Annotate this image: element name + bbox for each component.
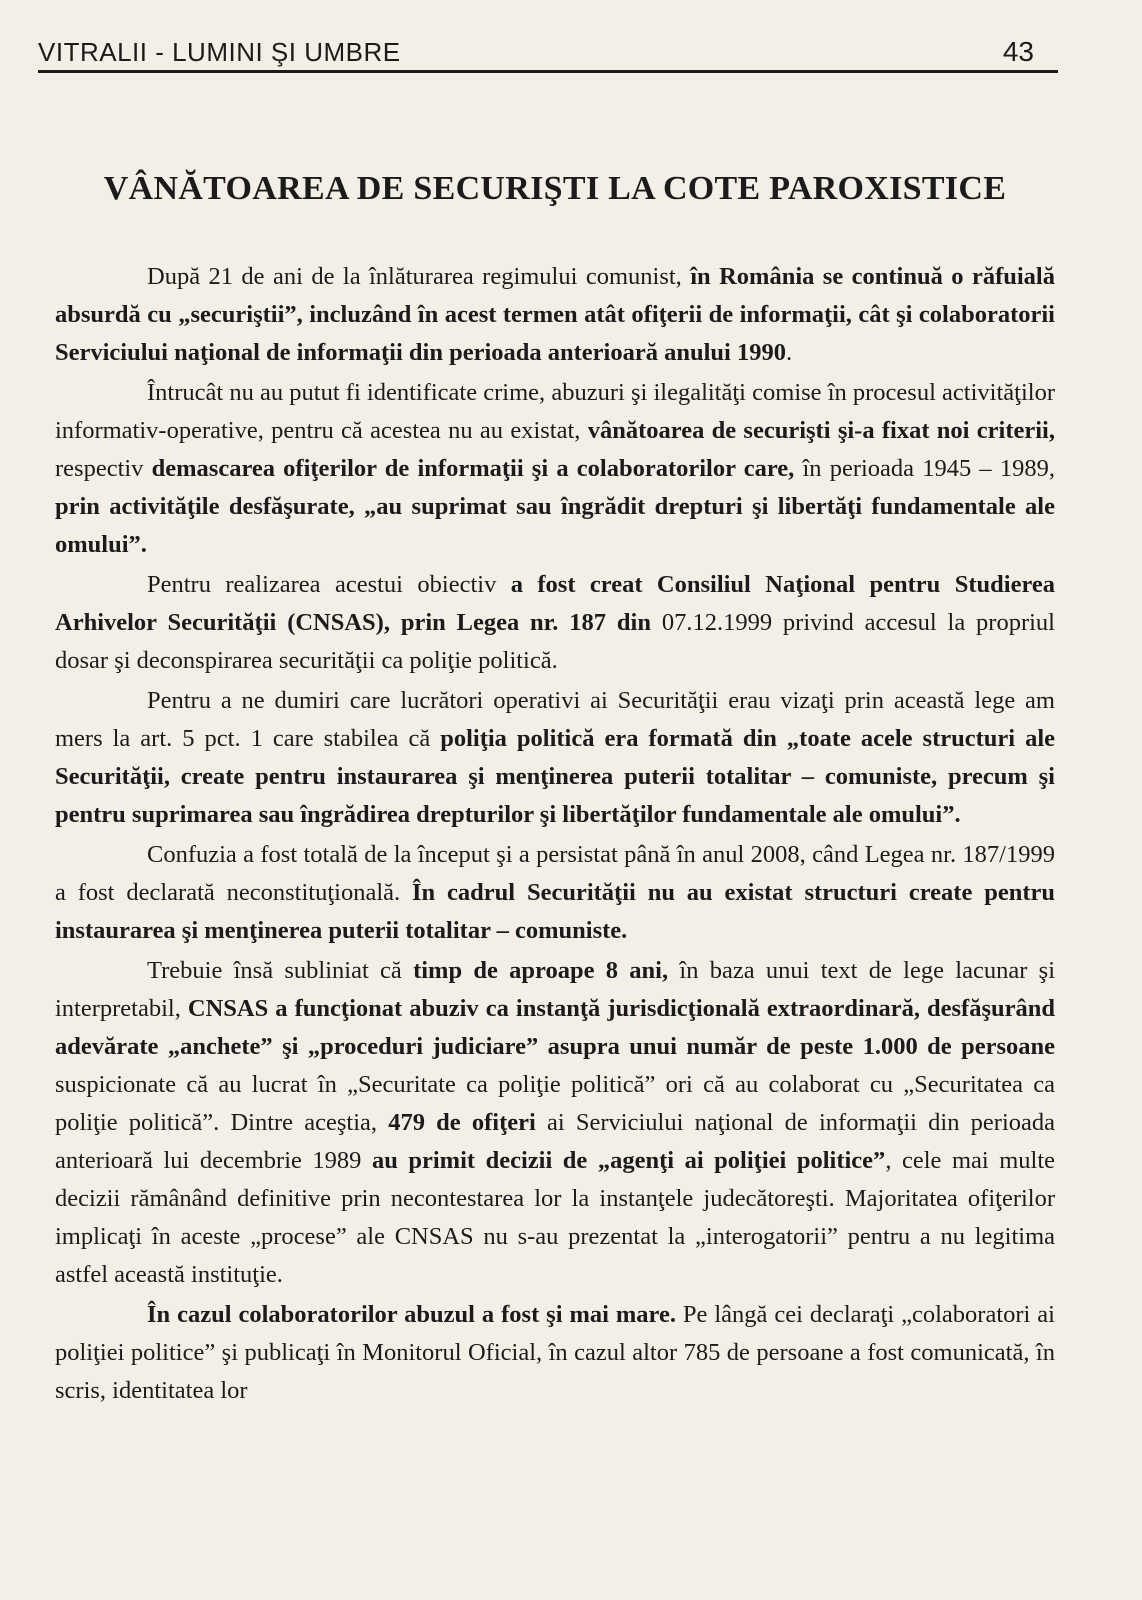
text-run-bold: În cazul colaboratorilor abuzul a fost şi mai mare. — [147, 1301, 676, 1328]
text-run: , cele mai multe decizii rămânând definitive prin necontestarea lor la instanţele judecătoreşti. Majoritatea ofiţerilor implicaţi în aceste „procese” ale CNSAS nu s-au prezentat la „interogatorii” pentru a nu legitima astfel această instituţie. — [55, 1147, 1056, 1288]
text-run: . — [785, 339, 793, 366]
article-body — [55, 258, 1055, 1412]
text-run-bold: 479 de ofiţeri — [388, 1109, 536, 1136]
text-run: Trebuie însă subliniat că — [147, 957, 414, 984]
paragraph — [55, 566, 1055, 680]
text-run: Confuzia a fost totală de la început şi a persistat până în anul 2008, când Legea nr. 187/1999 a fost declarată neconstituţională. — [55, 841, 1055, 906]
text-run: suspicionate că au lucrat în „Securitate ca poliţie politică” ori că au colaborat cu „Securitatea ca poliţie politică”. Dintre aceştia, — [55, 1071, 1055, 1136]
paragraph — [55, 836, 1055, 950]
text-run: 07.12.1999 privind accesul la propriul dosar şi deconspirarea securităţii ca poliţie politică. — [55, 609, 1055, 674]
running-header — [38, 28, 1058, 73]
text-run-bold: au primit decizii de „agenţi ai poliţiei politice” — [371, 1147, 886, 1174]
chapter-title: VÂNĂTOAREA DE SECURIŞTI LA COTE PAROXISTICE — [103, 170, 1007, 207]
text-run: ai Serviciului naţional de informaţii din perioada anterioară lui decembrie 1989 — [55, 1109, 1056, 1174]
paragraph — [55, 374, 1055, 564]
running-header-title: VITRALII - LUMINI ŞI UMBRE — [38, 37, 401, 67]
text-run-bold: a fost creat Consiliul Naţional pentru Studierea Arhivelor Securităţii (CNSAS), prin Legea nr. 187 din — [55, 571, 1055, 636]
paragraph — [55, 258, 1055, 372]
paragraph — [55, 952, 1055, 1294]
text-run-bold: în România se continuă o răfuială absurdă cu „securiştii”, incluzând în acest termen atât ofiţerii de informaţii, cât şi colaboratorii Serviciului naţional de informaţii din perioada anterioară anului 1990 — [55, 263, 1055, 366]
text-run: Pentru realizarea acestui obiectiv — [147, 571, 511, 598]
text-run-bold: prin activităţile desfăşurate, „au suprimat sau îngrădit drepturi şi libertăţi fundamentale ale omului”. — [55, 493, 1055, 558]
text-run-bold: CNSAS a funcţionat abuziv ca instanţă jurisdicţională extraordinară, desfăşurând adevărate „anchete” şi „proceduri judiciare” asupra unui număr de peste 1.000 de persoane — [55, 995, 1055, 1060]
paragraph — [55, 682, 1055, 834]
text-run: După 21 de ani de la înlăturarea regimului comunist, — [147, 263, 691, 290]
text-run: în baza unui text de lege lacunar şi interpretabil, — [55, 957, 1055, 1022]
paragraph — [55, 1296, 1055, 1410]
text-run-bold: vânătoarea de securişti şi-a fixat noi criterii, — [587, 417, 1055, 444]
text-run: în perioada 1945 – 1989, — [794, 455, 1055, 482]
text-run: Pe lângă cei declaraţi „colaboratori ai poliţiei politice” şi publicaţi în Monitorul Oficial, în cazul altor 785 de persoane a fost comunicată, în scris, identitatea lor — [55, 1301, 1055, 1404]
text-run-bold: poliţia politică era formată din „toate acele structuri ale Securităţii, create pentru instaurarea şi menţinerea puterii totalitar – comuniste, precum şi pentru suprimarea sau îngrădirea drepturilor şi libertăţilor fundamentale ale omului”. — [55, 725, 1055, 828]
text-run-bold: demascarea ofiţerilor de informaţii şi a colaboratorilor care, — [151, 455, 795, 482]
text-run-bold: În cadrul Securităţii nu au existat structuri create pentru instaurarea şi menţinerea puterii totalitar – comuniste. — [55, 879, 1055, 944]
text-run-bold: timp de aproape 8 ani, — [413, 957, 669, 984]
text-run: Pentru a ne dumiri care lucrători operativi ai Securităţii erau vizaţi prin această lege am mers la art. 5 pct. 1 care stabilea că — [55, 687, 1055, 752]
text-run: respectiv — [55, 455, 152, 482]
text-run: Întrucât nu au putut fi identificate crime, abuzuri şi ilegalităţi comise în procesul activităţilor informativ-operative, pentru că acestea nu au existat, — [55, 379, 1055, 444]
page-number: 43 — [1002, 36, 1034, 67]
